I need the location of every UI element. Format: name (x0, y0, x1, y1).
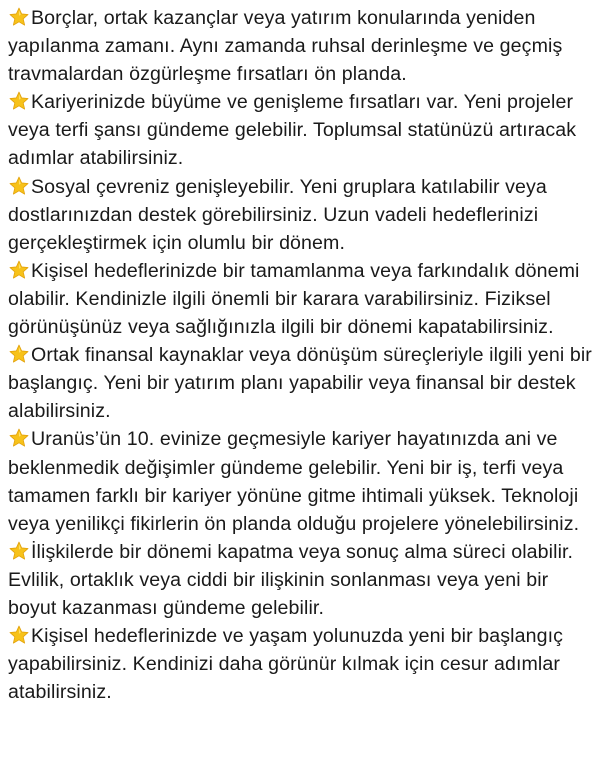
paragraph-7 (8, 538, 598, 622)
paragraph-text: Kariyerinizde büyüme ve genişleme fırsatları var. Yeni projeler veya terfi şansı gündeme gelebilir. Toplumsal statünüzü artıracak adımlar atabilirsiniz. (8, 91, 577, 170)
paragraph-8 (8, 622, 598, 706)
paragraph-text: Ortak finansal kaynaklar veya dönüşüm süreçleriyle ilgili yeni bir başlangıç. Yeni bir yatırım planı yapabilir veya finansal bir destek alabilirsiniz. (8, 344, 592, 423)
star-icon (8, 7, 30, 27)
star-icon (8, 428, 30, 448)
paragraph-text: Uranüs’ün 10. evinize geçmesiyle kariyer hayatınızda ani ve beklenmedik değişimler gündeme gelebilir. Yeni bir iş, terfi veya tamamen farklı bir kariyer yönüne gitme ihtimali yüksek. Teknoloji veya yenilikçi fikirlerin ön planda olduğu projelere yönelebilirsiniz. (8, 428, 580, 535)
paragraph-1 (8, 4, 598, 88)
paragraph-6 (8, 425, 598, 537)
paragraph-4 (8, 257, 598, 341)
paragraph-text: Borçlar, ortak kazançlar veya yatırım konularında yeniden yapılanma zamanı. Aynı zamanda ruhsal derinleşme ve geçmiş travmalardan özgürleşme fırsatları ön planda. (8, 7, 563, 86)
star-icon (8, 541, 30, 561)
horoscope-text-block (8, 4, 598, 706)
paragraph-text: İlişkilerde bir dönemi kapatma veya sonuç alma süreci olabilir. Evlilik, ortaklık veya ciddi bir ilişkinin sonlanması veya yeni bir boyut kazanması gündeme gelebilir. (8, 540, 574, 619)
paragraph-text: Kişisel hedeflerinizde bir tamamlanma veya farkındalık dönemi olabilir. Kendinizle ilgili önemli bir karara varabilirsiniz. Fiziksel görünüşünüz veya sağlığınızla ilgili bir dönemi kapatabilirsiniz. (8, 259, 580, 339)
paragraph-text: Kişisel hedeflerinizde ve yaşam yolunuzda yeni bir başlangıç yapabilirsiniz. Kendinizi daha görünür kılmak için cesur adımlar atabilirsiniz. (8, 625, 564, 704)
star-icon (8, 344, 30, 364)
paragraph-5 (8, 341, 598, 425)
star-icon (8, 625, 30, 645)
paragraph-3 (8, 173, 598, 257)
star-icon (8, 91, 30, 111)
star-icon (8, 176, 30, 196)
paragraph-text: Sosyal çevreniz genişleyebilir. Yeni gruplara katılabilir veya dostlarınızdan destek görebilirsiniz. Uzun vadeli hedeflerinizi gerçekleştirmek için olumlu bir dönem. (8, 175, 547, 254)
star-icon (8, 260, 30, 280)
paragraph-2 (8, 88, 598, 172)
